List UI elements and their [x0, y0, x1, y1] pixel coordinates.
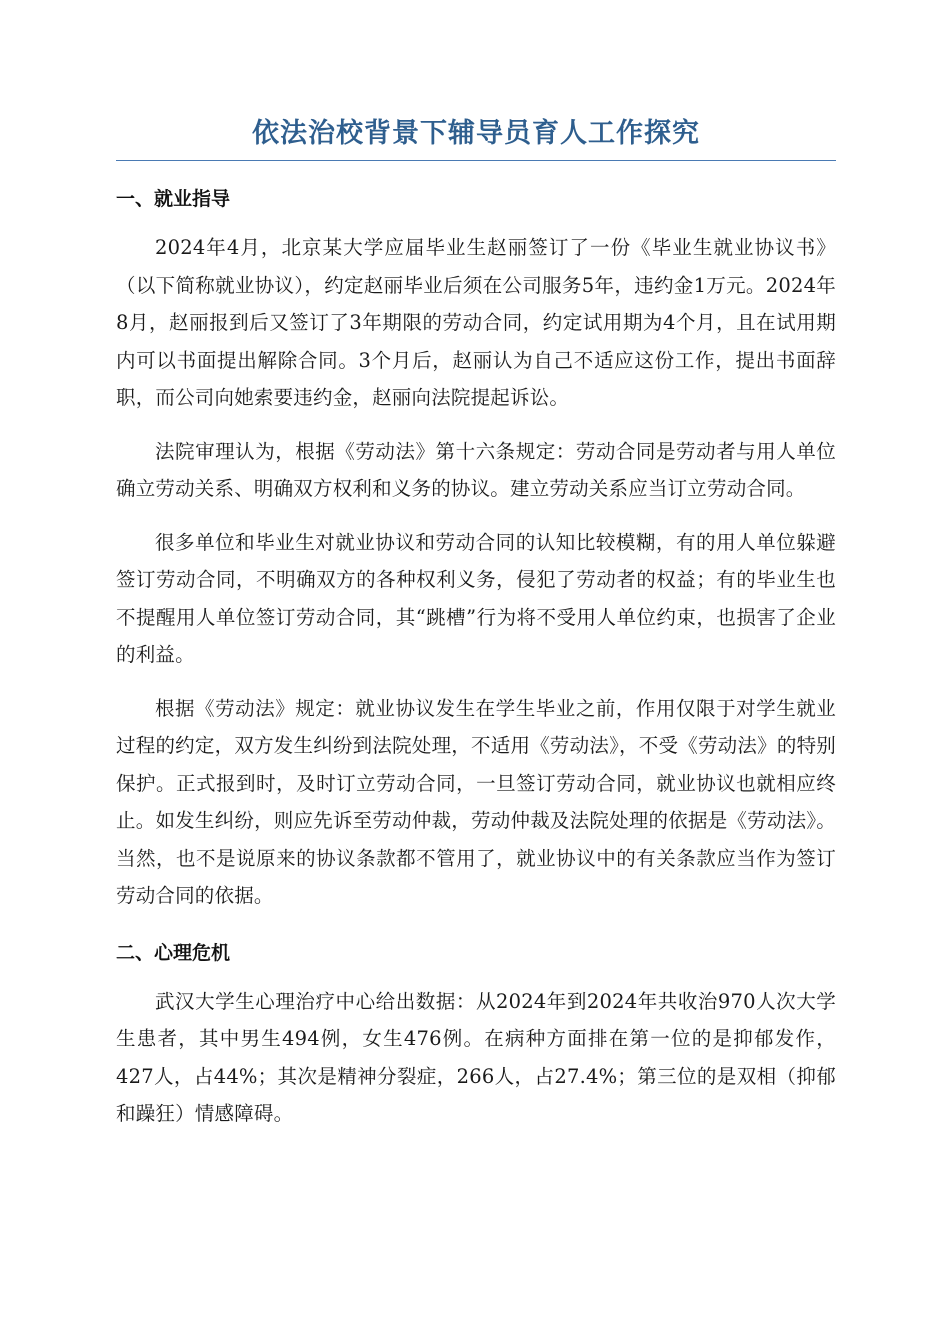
body-paragraph: 武汉大学生心理治疗中心给出数据：从2024年到2024年共收治970人次大学生患者，其中男生494例，女生476例。在病种方面排在第一位的是抑郁发作，427人，占44%；其次是精神分裂症，266人，占27.4%；第三位的是双相（抑郁和躁狂）情感障碍。: [116, 989, 836, 1125]
body-paragraph: 很多单位和毕业生对就业协议和劳动合同的认知比较模糊，有的用人单位躲避签订劳动合同，不明确双方的各种权利义务，侵犯了劳动者的权益；有的毕业生也不提醒用人单位签订劳动合同，其“跳槽”行为将不受用人单位约束，也损害了企业的利益。: [116, 530, 836, 666]
body-paragraph: 根据《劳动法》规定：就业协议发生在学生毕业之前，作用仅限于对学生就业过程的约定，双方发生纠纷到法院处理，不适用《劳动法》，不受《劳动法》的特别保护。正式报到时，及时订立劳动合同，一旦签订劳动合同，就业协议也就相应终止。如发生纠纷，则应先诉至劳动仲裁，劳动仲裁及法院处理的依据是《劳动法》。当然，也不是说原来的协议条款都不管用了，就业协议中的有关条款应当作为签订劳动合同的依据。: [116, 696, 836, 907]
section-heading: 一、就业指导: [116, 188, 231, 210]
body-paragraph: 法院审理认为，根据《劳动法》第十六条规定：劳动合同是劳动者与用人单位确立劳动关系、明确双方权利和义务的协议。建立劳动关系应当订立劳动合同。: [116, 439, 836, 500]
body-paragraph: 2024年4月，北京某大学应届毕业生赵丽签订了一份《毕业生就业协议书》（以下简称就业协议），约定赵丽毕业后须在公司服务5年，违约金1万元。2024年8月，赵丽报到后又签订了3年期限的劳动合同，约定试用期为4个月，且在试用期内可以书面提出解除合同。3个月后，赵丽认为自己不适应这份工作，提出书面辞职，而公司向她索要违约金，赵丽向法院提起诉讼。: [116, 236, 836, 409]
document-title: 依法治校背景下辅导员育人工作探究: [116, 112, 836, 161]
section-employment-guidance: [116, 185, 836, 915]
section-psychological-crisis: [116, 939, 836, 1133]
document-page: [116, 112, 836, 1149]
section-heading: 二、心理危机: [116, 941, 231, 964]
